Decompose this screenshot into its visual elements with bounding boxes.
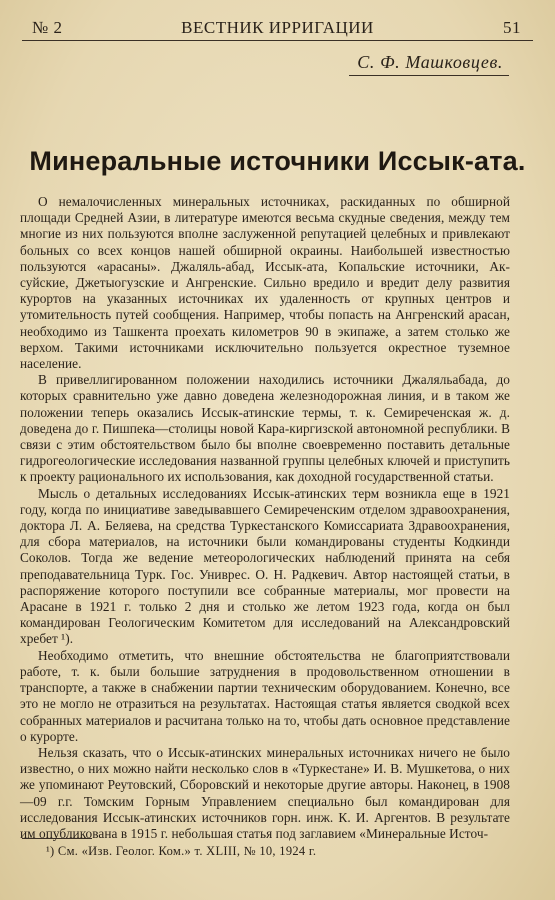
page-number: 51 (503, 18, 521, 37)
issue-number: № 2 (32, 18, 63, 37)
paragraph: Необходимо отметить, что внешние обстоятельства не благоприятствовали работе, т. к. были большие затруднения в продовольственном отношении в транспорте, а также в снабжении партии техническим оборудованием. Конечно, все это не могло не отразиться на результатах. Настоящая статья является сводкой всех собранных материалов и расчитана только на то, чтобы дать основное представление о курорте. (20, 647, 510, 744)
article-body (20, 194, 510, 842)
footnote: ¹) См. «Изв. Геолог. Ком.» т. XLIII, № 10, 1924 г. (46, 844, 317, 858)
article-title: Минеральные источники Иссык-ата. (29, 146, 526, 176)
journal-title: ВЕСТНИК ИРРИГАЦИИ (181, 18, 374, 37)
running-head (22, 14, 533, 41)
footnote-divider (22, 838, 92, 839)
paragraph: О немалочисленных минеральных источниках, раскиданных по обширной площади Средней Азии, в литературе имеются весьма скудные сведения, между тем многие из них пользуются вполне заслуженной репутацией целебных и привлекают больных со всех концов нашей обширной окраины. Наибольшей известностью пользуются «арасаны». Джаляль-абад, Иссык-ата, Копальские источники, Ак-суйские, Джетыогузские и Ангренские. Сильно вредило и вредит делу развития курортов на указанных источниках их удаленность от крупных центров и утомительность путей сообщения. Например, чтобы попасть на Ангренский арасан, необходимо из Ташкента проехать километров 90 в экипаже, а затем столько же верхом. Такими источниками исключительно пользуется окрестное туземное население. (20, 194, 510, 372)
paragraph: В привеллигированном положении находились источники Джаляльабада, до которых сравнительно уже давно доведена железнодорожная линия, и в таком же положении теперь оказались Иссык-атинские термы, т. к. Семиреченская ж. д. доведена до г. Пишпека—столицы новой Кара-киргизской автономной республики. В связи с этим обстоятельством было бы вполне своевременно поставить детальные гидрогеологические исследования названной группы целебных ключей и приступить к проекту рационального их использования, как доходной государственной статьи. (20, 372, 510, 485)
article-author: С. Ф. Машковцев. (349, 52, 509, 76)
paragraph: Мысль о детальных исследованиях Иссык-атинских терм возникла еще в 1921 году, когда по инициативе заведывавшего Семиреченским отделом здравоохранения, доктора Л. А. Беляева, на средства Туркестанского Комиссариата Здравоохранения, для сбора материалов, на источники были командированы студенты Кодкинди Соколов. Тогда же ведение метеорологических наблюдений принята на себя преподавательница Турк. Гос. Униврес. О. Н. Радкевич. Автор настоящей статьи, в распоряжение которого поступили все собранные материалы, мог провести на Арасане в 1921 г. только 2 дня и столько же летом 1923 года, когда он был командирован Геологическим Комитетом для исследований на Александровский хребет ¹). (20, 485, 510, 647)
paragraph: Нельзя сказать, что о Иссык-атинских минеральных источниках ничего не было известно, о них можно найти несколько слов в «Туркестане» И. В. Мушкетова, о них же упоминают Реутовский, Сборовский и некоторые другие авторы. Наконец, в 1908—09 г.г. Томским Горным Управлением специально был командирован для исследования Иссык-атинских источников горн. инж. К. И. Аргентов. В результате им опубликована в 1915 г. небольшая статья под заглавием «Минеральные Источ- (20, 744, 510, 841)
